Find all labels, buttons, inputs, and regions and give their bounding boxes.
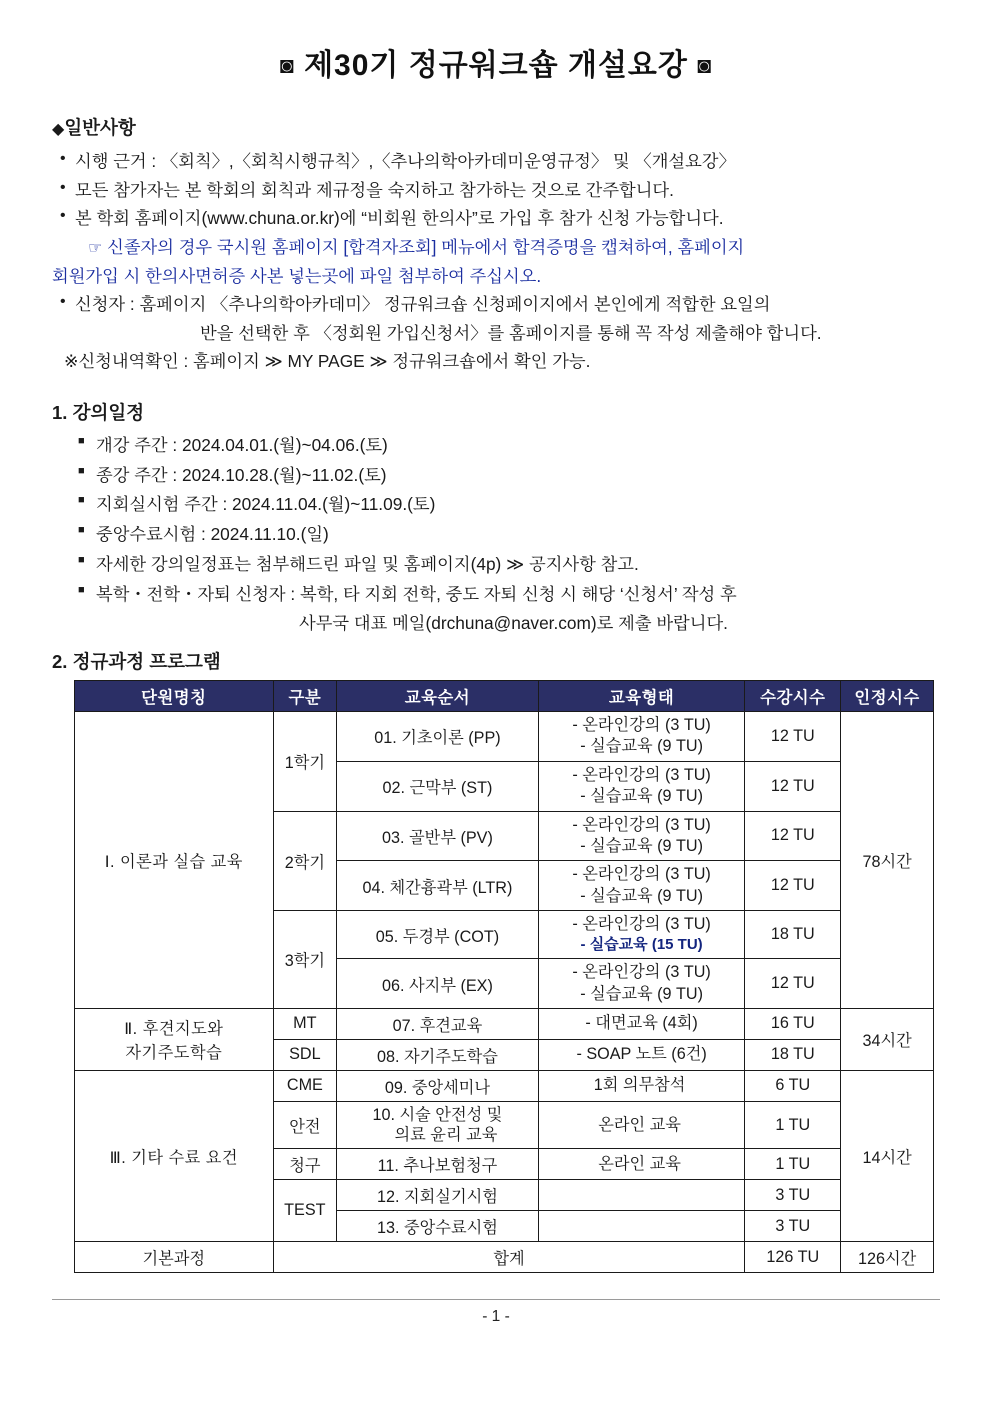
square-bullet-icon: ■	[78, 583, 85, 596]
general-section-heading	[52, 114, 940, 140]
term-cell-2-1: MT	[273, 1008, 337, 1039]
list-item	[52, 520, 940, 550]
hours-cell: 12 TU	[745, 861, 841, 911]
form-line: - 실습교육 (9 TU)	[580, 836, 703, 855]
hours-cell: 12 TU	[745, 761, 841, 811]
hours-cell: 12 TU	[745, 811, 841, 861]
form-line: - 실습교육 (9 TU)	[580, 984, 703, 1003]
unit-cell-2	[75, 1008, 274, 1070]
hours-cell: 3 TU	[745, 1180, 841, 1211]
hours-cell: 1 TU	[745, 1101, 841, 1149]
column-header-order: 교육순서	[337, 681, 539, 712]
term-cell-1-1: 1학기	[273, 712, 337, 812]
order-cell	[337, 1101, 539, 1149]
applicant-text1: 신청자 : 홈페이지 〈추나의학아카데미〉 정규워크숍 신청페이지에서 본인에게 적합한 요일의	[75, 294, 771, 315]
order-cell: 05. 두경부 (COT)	[337, 911, 539, 959]
table-row	[75, 1008, 934, 1039]
form-line-highlight: - 실습교육 (15 TU)	[580, 936, 703, 954]
form-cell: - SOAP 노트 (6건)	[538, 1039, 745, 1070]
form-line: - 온라인강의 (3 TU)	[572, 716, 711, 735]
footer-divider	[52, 1299, 940, 1300]
order-cell: 06. 사지부 (EX)	[337, 959, 539, 1009]
list-item	[52, 490, 940, 520]
form-cell	[538, 1211, 745, 1242]
column-header-form: 교육형태	[538, 681, 745, 712]
hours-cell: 18 TU	[745, 1039, 841, 1070]
term-cell-3-4: TEST	[273, 1180, 337, 1242]
credit-cell-3: 14시간	[841, 1070, 934, 1242]
square-bullet-icon: ■	[78, 524, 85, 537]
general-heading-text: 일반사항	[64, 117, 136, 138]
total-sum-cell: 합계	[273, 1242, 745, 1273]
hours-cell: 18 TU	[745, 911, 841, 959]
hours-cell: 3 TU	[745, 1211, 841, 1242]
order-cell: 02. 근막부 (ST)	[337, 761, 539, 811]
form-line: - 실습교육 (9 TU)	[580, 886, 703, 905]
form-cell: - 대면교육 (4회)	[538, 1008, 745, 1039]
hours-cell: 12 TU	[745, 712, 841, 762]
form-cell: 온라인 교육	[538, 1101, 745, 1149]
column-header-division: 구분	[273, 681, 337, 712]
general-item-text: 본 학회 홈페이지(www.chuna.or.kr)에 “비회원 한의사”로 가입 후 참가 신청 가능합니다.	[75, 208, 724, 229]
form-line: - 온라인강의 (3 TU)	[572, 915, 711, 934]
program-heading-text: 정규과정 프로그램	[72, 651, 221, 673]
term-cell-2-2: SDL	[273, 1039, 337, 1070]
table-row	[75, 712, 934, 762]
form-line: - 실습교육 (9 TU)	[580, 787, 703, 806]
form-cell	[538, 861, 745, 911]
newgrad-note-line2: 회원가입 시 한의사면허증 사본 넣는곳에 파일 첨부하여 주십시오.	[52, 266, 542, 287]
term-cell-3-3: 청구	[273, 1149, 337, 1180]
schedule-item-text: 종강 주간 : 2024.10.28.(월)~11.02.(토)	[96, 464, 387, 485]
table-total-row	[75, 1242, 934, 1273]
total-label-cell: 기본과정	[75, 1242, 274, 1273]
credit-cell-2: 34시간	[841, 1008, 934, 1070]
list-item	[52, 550, 940, 580]
general-item-text: 모든 참가자는 본 학회의 회칙과 제규정을 숙지하고 참가하는 것으로 간주합니다.	[75, 179, 674, 200]
hours-cell: 12 TU	[745, 959, 841, 1009]
program-table	[74, 680, 934, 1273]
column-header-credit-hours: 인정시수	[841, 681, 934, 712]
order-cell: 12. 지회실기시험	[337, 1180, 539, 1211]
unit-cell-1: Ⅰ. 이론과 실습 교육	[75, 712, 274, 1009]
column-header-unit: 단원명칭	[75, 681, 274, 712]
form-cell	[538, 712, 745, 762]
schedule-item-text: 지회실시험 주간 : 2024.11.04.(월)~11.09.(토)	[96, 494, 436, 515]
program-section-heading	[52, 648, 940, 674]
order-cell: 07. 후견교육	[337, 1008, 539, 1039]
diamond-icon: ◆	[52, 121, 65, 138]
form-cell: 온라인 교육	[538, 1149, 745, 1180]
list-item	[52, 204, 940, 233]
square-bullet-icon: ■	[78, 553, 85, 566]
schedule-heading-text: 강의일정	[72, 401, 145, 423]
order-cell: 04. 체간흉곽부 (LTR)	[337, 861, 539, 911]
square-bullet-icon: ■	[78, 434, 85, 447]
hours-cell: 16 TU	[745, 1008, 841, 1039]
form-line: - 온라인강의 (3 TU)	[572, 865, 711, 884]
list-item	[52, 461, 940, 491]
form-cell	[538, 959, 745, 1009]
newgrad-note-line1	[52, 233, 940, 262]
order-cell: 09. 중앙세미나	[337, 1070, 539, 1101]
term-cell-3-1: CME	[273, 1070, 337, 1101]
order-line1: 10. 시술 안전성 및	[372, 1105, 503, 1124]
applicant-line1	[52, 290, 940, 319]
form-line: - 온라인강의 (3 TU)	[572, 765, 711, 784]
credit-cell-1: 78시간	[841, 712, 934, 1009]
page-number: - 1 -	[482, 1308, 510, 1326]
bullet-icon: •	[60, 178, 66, 196]
list-item	[52, 147, 940, 176]
order-cell: 08. 자기주도학습	[337, 1039, 539, 1070]
page-title	[52, 40, 940, 84]
schedule-item-text: 자세한 강의일정표는 첨부해드린 파일 및 홈페이지(4p) ≫ 공지사항 참고.	[96, 553, 639, 574]
total-hours-cell: 126 TU	[745, 1242, 841, 1273]
form-cell	[538, 761, 745, 811]
bullet-icon: •	[60, 150, 66, 167]
title-marker-left: ◙	[279, 52, 295, 78]
form-line: - 온라인강의 (3 TU)	[572, 815, 711, 834]
term-cell-1-3: 3학기	[273, 911, 337, 1009]
order-cell: 03. 골반부 (PV)	[337, 811, 539, 861]
unit-line2: 자기주도학습	[125, 1044, 223, 1063]
hours-cell: 6 TU	[745, 1070, 841, 1101]
list-item	[52, 176, 940, 205]
list-item	[52, 431, 940, 461]
table-row	[75, 1070, 934, 1101]
unit-cell-3: Ⅲ. 기타 수료 요건	[75, 1070, 274, 1242]
hours-cell: 1 TU	[745, 1149, 841, 1180]
list-item	[52, 580, 940, 610]
newgrad-note-text1: 신졸자의 경우 국시원 홈페이지 [합격자조회] 메뉴에서 합격증명을 캡쳐하여, 홈페이지	[107, 237, 745, 258]
square-bullet-icon: ■	[78, 494, 85, 507]
order-cell: 11. 추나보험청구	[337, 1149, 539, 1180]
schedule-item-text: 중앙수료시험 : 2024.11.10.(일)	[96, 524, 329, 545]
title-marker-right: ◙	[697, 52, 713, 78]
form-line: - 실습교육 (9 TU)	[580, 737, 703, 756]
term-cell-1-2: 2학기	[273, 811, 337, 911]
form-line: - 온라인강의 (3 TU)	[572, 963, 711, 982]
table-header-row	[75, 681, 934, 712]
bullet-icon: •	[60, 207, 66, 225]
schedule-last-item-line2: 사무국 대표 메일(drchuna@naver.com)로 제출 바랍니다.	[299, 613, 728, 634]
title-text: 제30기 정규워크숍 개설요강	[304, 49, 688, 82]
applicant-line2: 반을 선택한 후 〈정회원 가입신청서〉를 홈페이지를 통해 꼭 작성 제출해야 합니다.	[200, 322, 822, 343]
schedule-section-heading	[52, 399, 940, 425]
schedule-list	[52, 431, 940, 610]
form-cell	[538, 911, 745, 959]
order-line2: 의료 윤리 교육	[394, 1126, 498, 1145]
program-number: 2.	[52, 651, 68, 673]
order-cell: 13. 중앙수료시험	[337, 1211, 539, 1242]
form-cell	[538, 1180, 745, 1211]
term-cell-3-2: 안전	[273, 1101, 337, 1149]
pointing-hand-icon: ☞	[88, 240, 103, 258]
general-item-text: 시행 근거 : 〈회칙〉,〈회칙시행규칙〉,〈추나의학아카데미운영규정〉 및 〈개설요강〉	[75, 151, 736, 171]
square-bullet-icon: ■	[78, 464, 85, 477]
general-list	[52, 147, 940, 233]
form-cell	[538, 811, 745, 861]
order-cell: 01. 기초이론 (PP)	[337, 712, 539, 762]
total-credit-cell: 126시간	[841, 1242, 934, 1273]
column-header-taken-hours: 수강시수	[745, 681, 841, 712]
unit-line1: Ⅱ. 후견지도와	[124, 1020, 224, 1039]
schedule-number: 1.	[52, 401, 68, 423]
bullet-icon: •	[60, 293, 66, 311]
check-note: ※신청내역확인 : 홈페이지 ≫ MY PAGE ≫ 정규워크숍에서 확인 가능.	[64, 351, 591, 372]
schedule-item-text: 복학・전학・자퇴 신청자 : 복학, 타 지회 전학, 중도 자퇴 신청 시 해당 ‘신청서’ 작성 후	[96, 583, 737, 604]
schedule-item-text: 개강 주간 : 2024.04.01.(월)~04.06.(토)	[96, 434, 388, 455]
form-cell: 1회 의무참석	[538, 1070, 745, 1101]
